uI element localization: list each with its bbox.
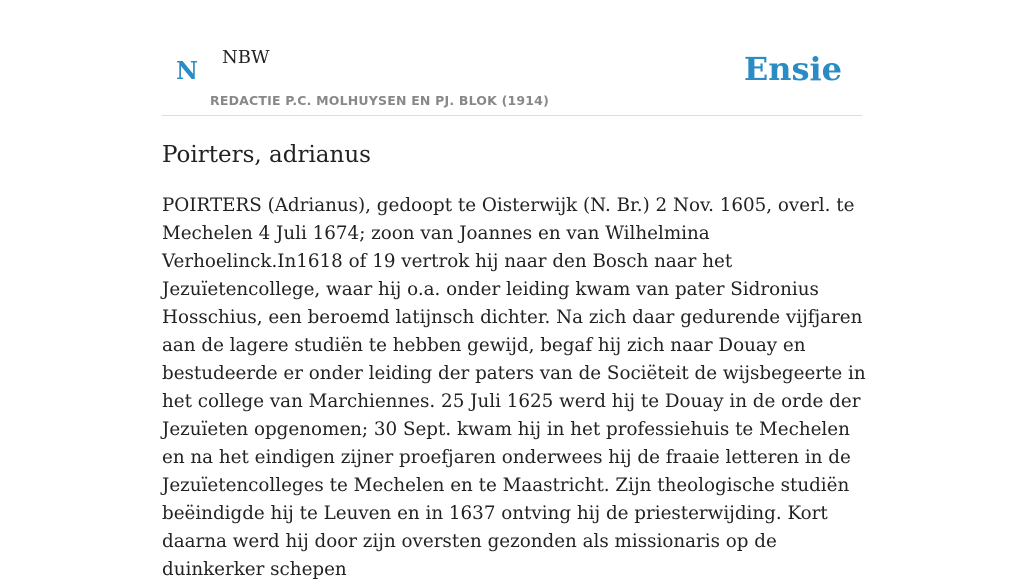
article-title: Poirters, adrianus (162, 142, 371, 168)
header-divider (162, 115, 862, 116)
brand-logo[interactable]: Ensie (743, 50, 842, 88)
article-body: POIRTERS (Adrianus), gedoopt te Oisterwijk (N. Br.) 2 Nov. 1605, overl. te Mechelen 4 Juli 1674; zoon van Joannes en van Wilhelmina Verhoelinck.In1618 of 19 vertrok hij naar den Bosch naar het Jezuïetencollege, waar hij o.a. onder leiding kwam van pater Sidronius Hosschius, een beroemd latijnsch dichter. Na zich daar gedurende vijfjaren aan de lagere studiën te hebben gewijd, begaf hij zich naar Douay en bestudeerde er onder leiding der paters van de Sociëteit de wijsbegeerte in het college van Marchiennes. 25 Juli 1625 werd hij te Douay in de orde der Jezuïeten opgenomen; 30 Sept. kwam hij in het professiehuis te Mechelen en na het eindigen zijner proefjaren onderwees hij de fraaie letteren in de Jezuïetencolleges te Mechelen en te Maastricht. Zijn theologische studiën beëindigde hij te Leuven en in 1637 ontving hij de priesterwijding. Kort daarna werd hij door zijn oversten gezonden als missionaris op de duinkerker schepen (162, 195, 866, 580)
source-subtitle: REDACTIE P.C. MOLHUYSEN EN PJ. BLOK (1914) (210, 93, 549, 108)
source-logo-icon[interactable]: N (176, 56, 198, 85)
source-title[interactable]: NBW (222, 47, 270, 68)
